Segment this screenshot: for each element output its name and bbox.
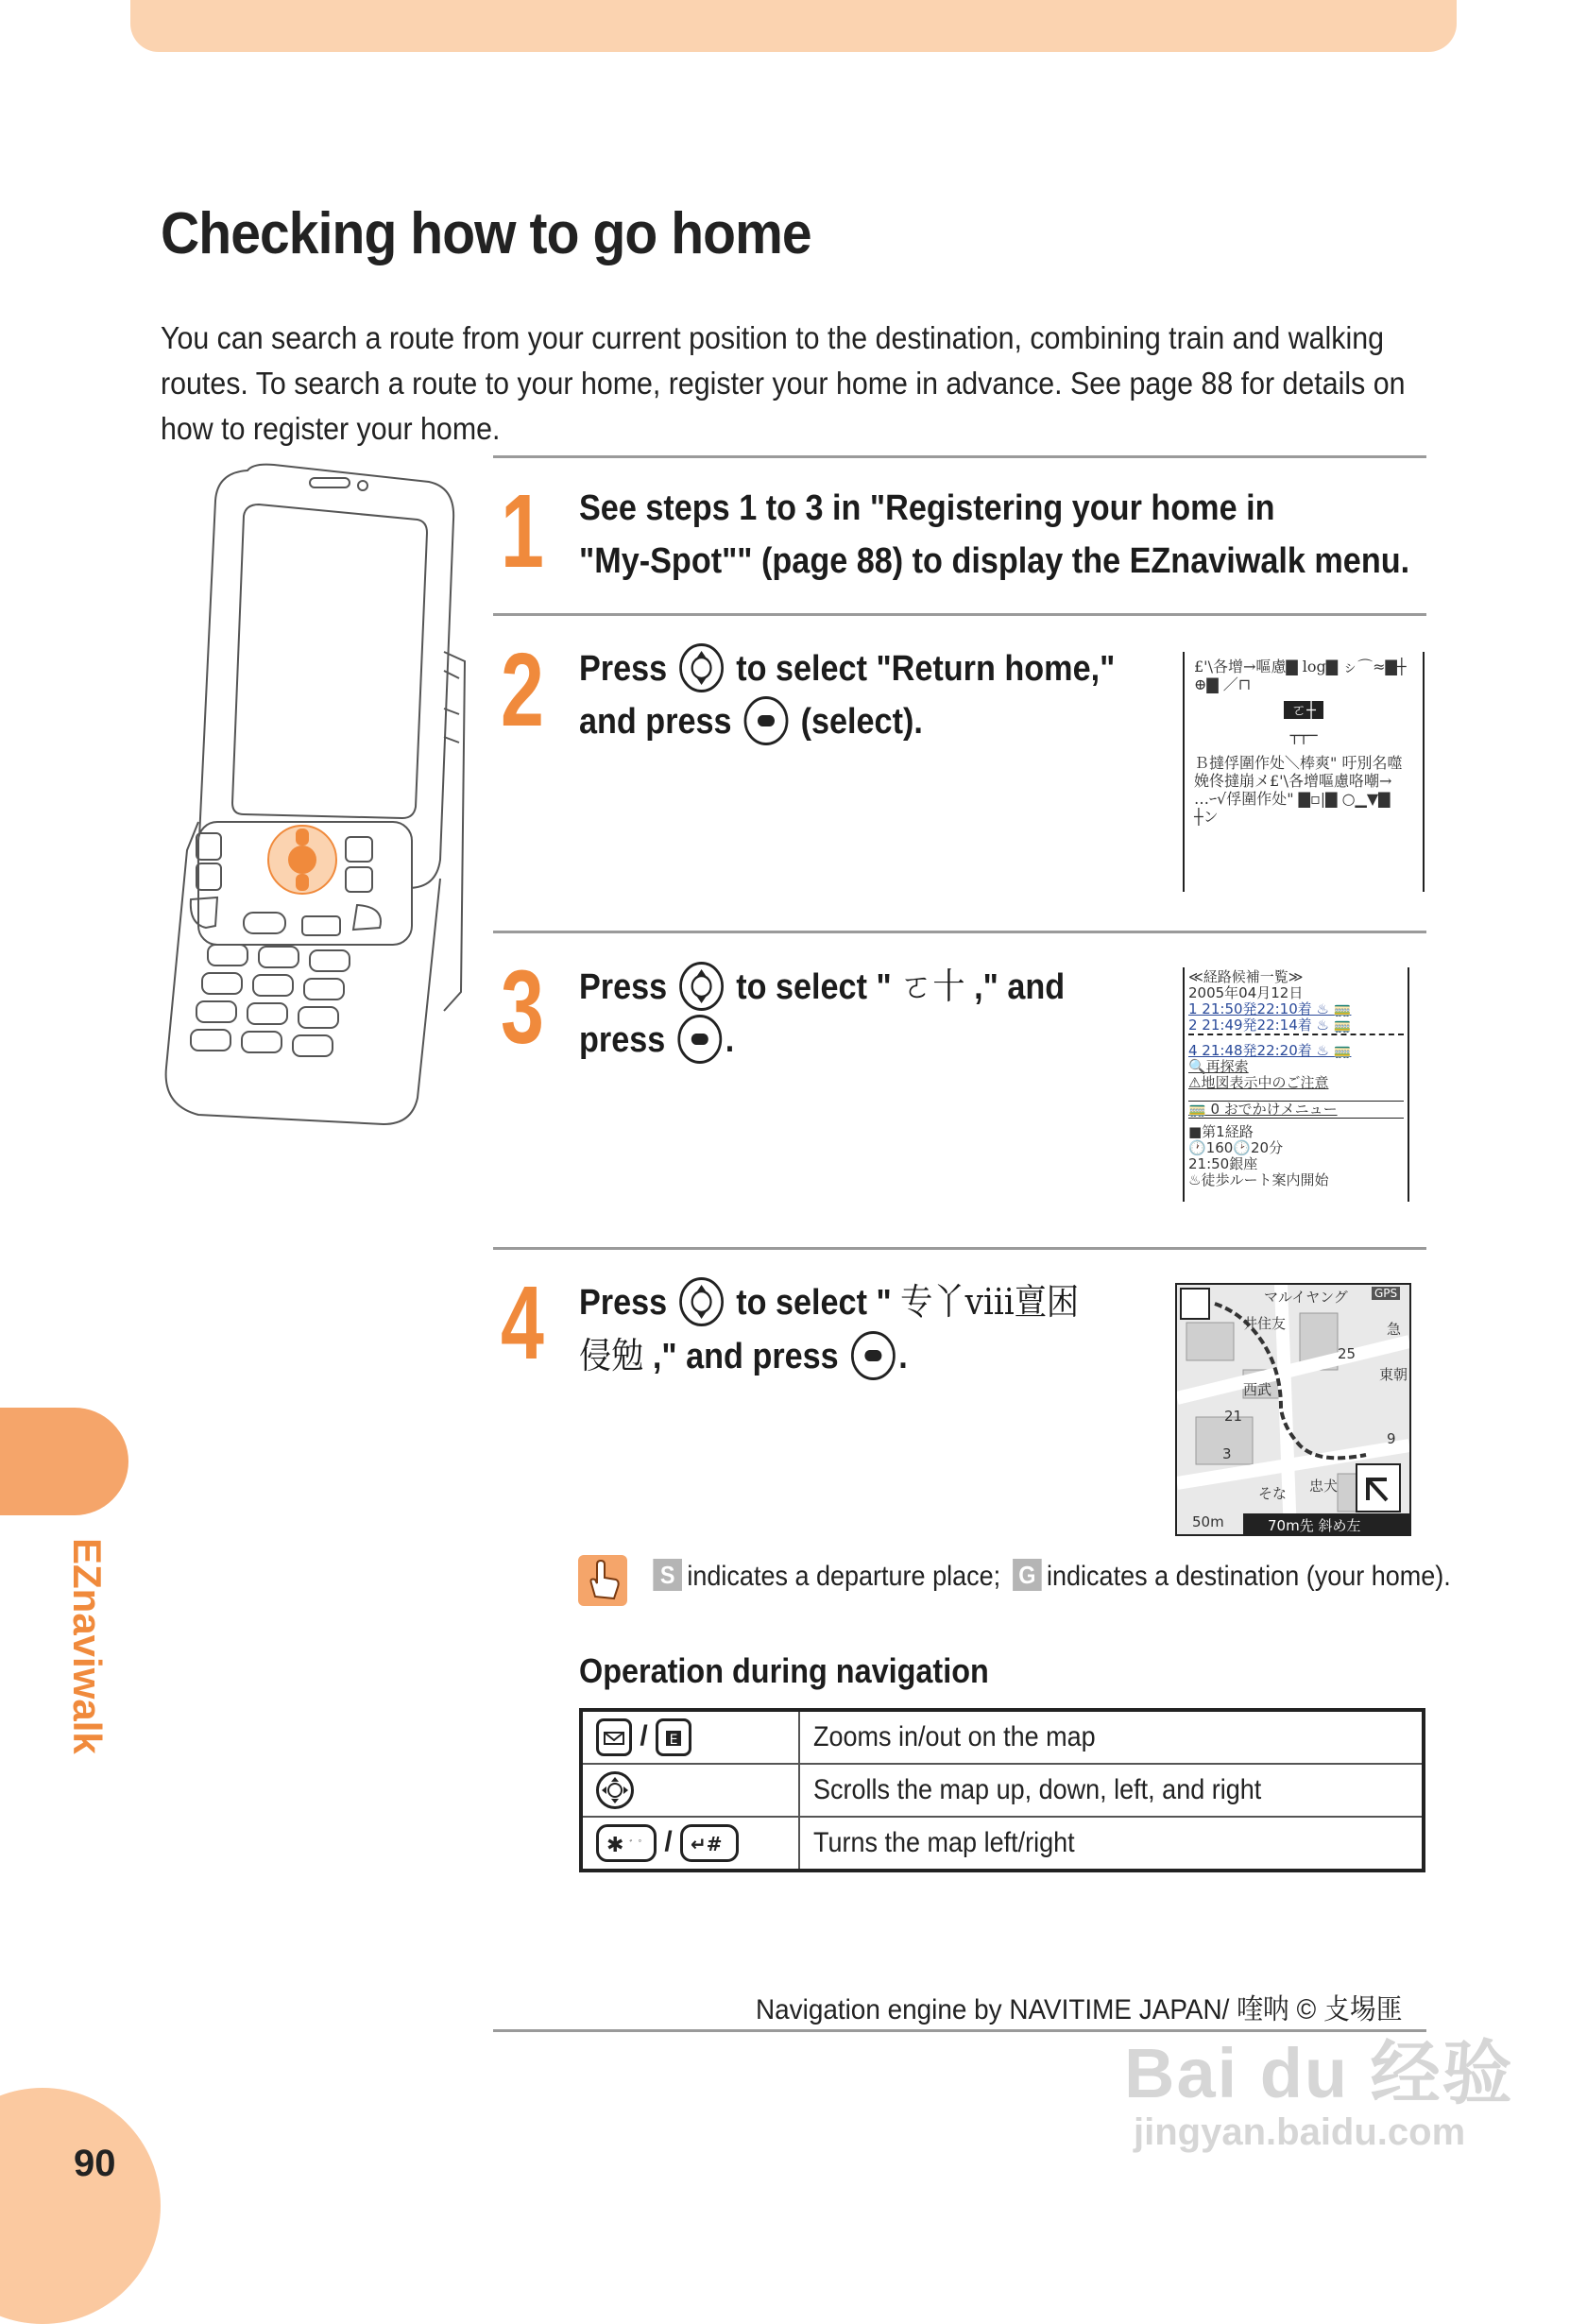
step-2-line-2b: (select). [800,702,923,742]
screen-return-home [1183,652,1425,892]
screen-text: 1 21:50発22:10着 ♨ 🚃 [1188,1000,1352,1017]
header-band [130,0,1457,52]
screen-text: 2 21:49発22:14着 ♨ 🚃 [1188,1017,1404,1035]
star-key-icon [596,1824,657,1862]
destination-icon: G [1013,1559,1042,1591]
description-cell [799,1817,1424,1871]
map-label: 井住友 [1243,1315,1287,1332]
side-tab [0,1408,128,1515]
step-4-garbled-text-2: 侵勉 [579,1335,644,1376]
operations-heading: Operation during navigation [579,1651,989,1690]
keys-cell [581,1764,799,1817]
press-label: Press [579,649,668,689]
baidu-watermark [1124,2036,1514,2153]
screen-text: ⊕▇ ／⊓ [1194,675,1252,693]
step-divider [493,613,1426,616]
watermark-url: jingyan.baidu.com [1134,2111,1466,2153]
key-separator: / [640,1719,648,1752]
departure-icon: S [653,1559,682,1591]
step-3-garbled-text: ㄛ十 [900,965,965,1007]
keys-cell [581,1817,799,1871]
page-title: Checking how to go home [161,201,811,266]
screen-text: £'\各增→嘔慮▇ log▇ ㇱ⌒≈▇┼ [1194,658,1407,675]
page-number: 90 [74,2143,116,2184]
screen-text: 2005年04月12日 [1188,984,1304,1001]
screen-text: 🔍再探索 [1188,1058,1249,1075]
map-label: 忠犬 [1309,1478,1339,1495]
description-cell [799,1710,1424,1764]
svg-text:↵#: ↵# [691,1833,723,1855]
mail-key-icon [596,1718,632,1756]
map-label: 25 [1338,1345,1357,1362]
screen-text: ⚠地図表示中のご注意 [1188,1074,1329,1091]
ez-key-icon [656,1718,691,1756]
navigation-key-icon [679,962,724,1011]
center-key-icon [744,696,789,745]
center-key-icon [677,1015,722,1064]
section-label [60,1538,117,1754]
step-divider [493,455,1426,458]
table-row [581,1764,1424,1817]
map-scale: 50m [1192,1513,1224,1530]
map-label: 急 [1387,1321,1402,1338]
svg-text:゛゜: ゛゜ [629,1840,648,1851]
navigation-key-icon [596,1771,634,1809]
svg-text:E: E [669,1733,678,1748]
map-label: 西武 [1243,1381,1272,1398]
step-3-line-2b: . [725,1020,735,1060]
navigation-credit: Navigation engine by NAVITIME JAPAN/ 喹呐 © 攴埸匪 [756,1994,1403,2025]
step-number: 2 [501,632,544,748]
map-label: マルイヤング [1264,1289,1348,1306]
screen-text: ♨徒歩ルート案内開始 [1188,1171,1329,1188]
step-4-line-2b: . [898,1337,908,1376]
screen-route-list [1183,967,1409,1202]
screen-text: 娩佟撻崩メ£'\各增嘔慮咯嘲→ [1194,772,1392,790]
step-3-line-2a: press [579,1020,666,1060]
navigation-key-icon [679,1277,724,1326]
step-number: 4 [501,1265,544,1381]
step-4-line-2a: ," and press [652,1337,839,1376]
map-label: そな [1258,1485,1288,1502]
screen-map [1175,1283,1411,1536]
key-separator: / [664,1825,673,1857]
gps-badge: GPS [1372,1287,1400,1300]
step-number: 1 [501,473,544,590]
phone-illustration [161,463,472,1143]
map-label: 3 [1222,1445,1232,1462]
screen-text: ≪経路候補一覧≫ [1188,968,1304,985]
screen-text: ┼ン [1194,808,1219,826]
svg-text:✱: ✱ [606,1834,624,1857]
description-cell [799,1764,1424,1817]
step-1-line-1: See steps 1 to 3 in "Registering your home in [579,488,1275,528]
hand-icon [578,1555,627,1606]
screen-text: 🕐160🕑20分 [1188,1139,1284,1156]
press-label: Press [579,1283,668,1323]
screen-text: ■第1経路 [1188,1123,1254,1140]
step-divider [493,931,1426,933]
intro-paragraph: You can search a route from your current position to the destination, combining train and walking routes. To search a route to your home, register your home in advance. See page 88 for details on how to register your home. [161,320,1406,446]
step-2-text [579,642,1115,748]
center-key-icon [851,1331,896,1380]
step-1-text [579,482,1409,588]
step-3-text [579,960,1065,1067]
operation-description: Zooms in/out on the map [813,1721,1096,1752]
screen-text: ┬┬─ [1289,726,1318,744]
step-number: 3 [501,949,544,1066]
section-label-text: EZnaviwalk [65,1538,110,1754]
press-label: Press [579,967,668,1007]
screen-badge: ㄛ┼ [1284,701,1323,719]
screen-text: 21:50銀座 [1188,1155,1258,1172]
operation-description: Scrolls the map up, down, left, and right [813,1774,1262,1805]
step-2-line-2a: and press [579,702,732,742]
watermark-text: Bai du 经验 [1124,2034,1514,2112]
map-label: 東朝 [1379,1366,1408,1383]
step-3-select-suffix: ," and [974,967,1066,1007]
step-divider [493,1247,1426,1250]
hash-key-icon [680,1824,739,1862]
page-corner [0,2088,161,2324]
step-3-select-text: to select " [736,967,892,1007]
note-departure: indicates a departure place; [687,1561,1001,1592]
map-label: 21 [1224,1408,1243,1425]
step-4-select-text: to select " [736,1283,892,1323]
navigation-key-icon [679,643,724,692]
screen-text: …ｰ√俘圍作处" ▇▫|▇ ○▁▼▇ [1194,790,1391,808]
keys-cell [581,1710,799,1764]
operations-table [579,1708,1425,1872]
screen-text: 4 21:48発22:20着 ♨ 🚃 [1188,1042,1352,1059]
step-2-select-text: to select "Return home," [736,649,1116,689]
step-4-text [579,1275,1079,1383]
step-1-line-2: "My-Spot"" (page 88) to display the EZnaviwalk menu. [579,541,1410,581]
step-4-garbled-text: 专丫ⅷ亶困 [900,1281,1080,1323]
screen-text: Ｂ撻俘圍作处＼棒爽" 吁別名噬 [1194,754,1403,772]
table-row [581,1710,1424,1764]
table-row [581,1817,1424,1871]
note-destination: indicates a destination (your home). [1047,1561,1451,1592]
operation-description: Turns the map left/right [813,1827,1075,1858]
footer-divider [493,2029,1426,2032]
map-direction-text: 70m先 斜め左 [1268,1517,1361,1534]
screen-text: 🚃 0 おでかけメニュー [1188,1102,1404,1119]
note-text [648,1561,1451,1594]
map-label: 9 [1387,1430,1396,1447]
